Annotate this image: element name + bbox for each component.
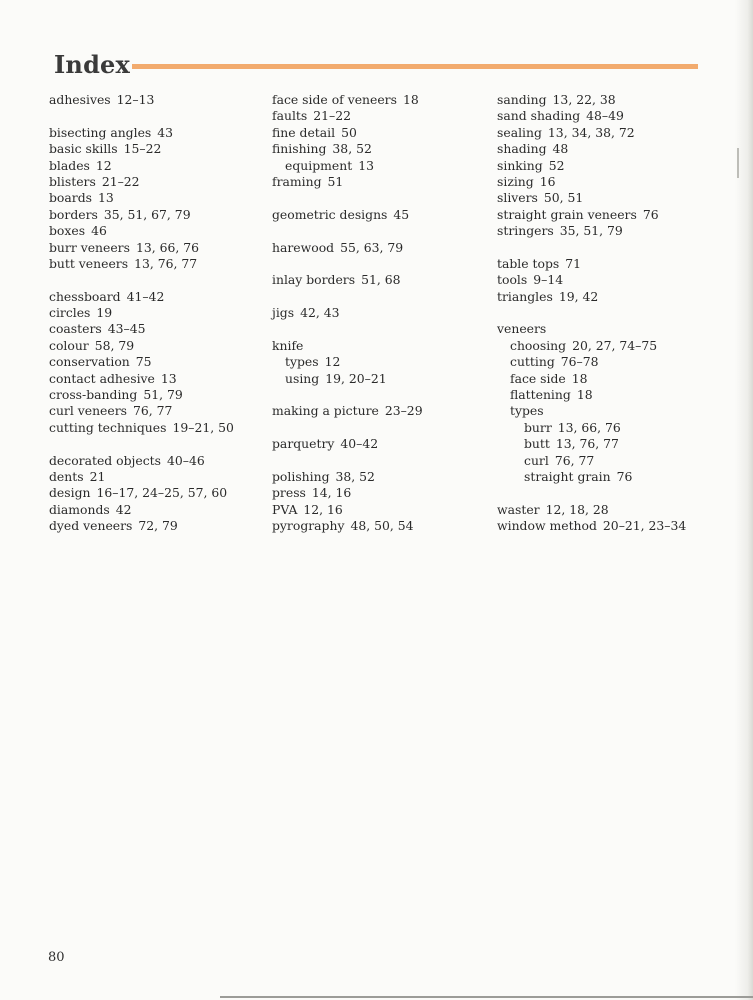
page-bottom-edge [220, 996, 753, 998]
entry-term: knife [272, 337, 304, 353]
entry-term: face side of veneers [272, 92, 397, 107]
entry-pages: 72, 79 [138, 518, 178, 534]
index-entry [497, 158, 717, 174]
index-column-1 [49, 92, 269, 535]
entry-term: sanding [497, 92, 547, 107]
entry-term: butt [524, 436, 550, 452]
group-spacer [49, 272, 269, 288]
entry-pages: 76–78 [560, 354, 599, 370]
entry-pages: 20–21, 23–34 [602, 518, 687, 534]
entry-pages: 55, 63, 79 [340, 239, 404, 255]
entry-pages: 12, 16 [303, 501, 343, 517]
entry-term: inlay borders [272, 272, 356, 288]
group-spacer [49, 108, 269, 124]
entry-term: decorated objects [49, 452, 161, 468]
entry-term: parquetry [272, 436, 335, 452]
entry-pages: 40–46 [167, 452, 205, 468]
index-entry [49, 158, 269, 174]
entry-pages: 42 [115, 501, 132, 517]
index-entry [272, 518, 492, 534]
entry-pages: 42, 43 [300, 305, 340, 321]
index-entry [49, 174, 269, 190]
entry-term: harewood [272, 239, 335, 255]
entry-pages: 18 [571, 370, 588, 386]
entry-pages: 16–17, 24–25, 57, 60 [96, 485, 228, 501]
entry-term: table tops [497, 255, 560, 271]
index-entry [497, 190, 717, 206]
index-entry [49, 371, 269, 387]
entry-term: types [510, 403, 544, 419]
entry-pages: 76, 77 [554, 452, 595, 468]
entry-pages: 19 [96, 305, 113, 321]
entry-pages: 12, 18, 28 [545, 501, 609, 517]
index-entry [272, 141, 492, 157]
group-spacer [272, 420, 492, 436]
entry-pages: 13, 76, 77 [555, 436, 619, 452]
entry-term: fine detail [272, 124, 336, 140]
entry-pages: 23–29 [384, 403, 423, 419]
index-entry [49, 321, 269, 337]
index-entry [497, 207, 717, 223]
entry-term: waster [497, 501, 540, 517]
entry-term: sand shading [497, 108, 581, 124]
index-subentry [497, 371, 717, 387]
page-number: 80 [48, 950, 65, 965]
index-entry [497, 223, 717, 239]
entry-term: straight grain veneers [497, 206, 637, 222]
entry-term: types [285, 354, 319, 370]
index-subentry [272, 158, 492, 174]
index-entry [49, 289, 269, 305]
entry-pages: 41–42 [126, 288, 165, 304]
entry-term: burr veneers [49, 239, 130, 255]
index-column-3 [497, 92, 717, 535]
group-spacer [497, 305, 717, 321]
index-entry [49, 403, 269, 419]
index-entry [49, 469, 269, 485]
entry-term: basic skills [49, 141, 118, 157]
index-subentry [497, 354, 717, 370]
entry-pages: 40–42 [340, 436, 379, 452]
group-spacer [272, 321, 492, 337]
entry-pages: 48 [552, 141, 569, 157]
entry-pages: 52 [548, 157, 565, 173]
entry-pages: 51, 79 [143, 387, 183, 403]
title-rule [132, 64, 698, 69]
entry-term: finishing [272, 141, 327, 157]
index-subentry [497, 469, 717, 485]
entry-pages: 13, 22, 38 [552, 92, 616, 107]
entry-pages: 76 [642, 206, 659, 222]
group-spacer [272, 289, 492, 305]
index-entry [49, 240, 269, 256]
index-entry [497, 272, 717, 288]
index-entry [272, 240, 492, 256]
index-subentry [497, 338, 717, 354]
entry-pages: 48–49 [586, 108, 624, 124]
entry-term: triangles [497, 288, 553, 304]
entry-pages: 21–22 [101, 173, 140, 189]
entry-pages: 35, 51, 67, 79 [103, 206, 191, 222]
entry-pages: 51, 68 [361, 272, 401, 288]
entry-term: cross-banding [49, 387, 138, 403]
index-entry [49, 338, 269, 354]
entry-term: polishing [272, 468, 330, 484]
page-edge-mark [737, 148, 739, 178]
index-entry [272, 469, 492, 485]
entry-pages: 71 [565, 255, 582, 271]
index-entry [49, 92, 269, 108]
entry-term: borders [49, 206, 98, 222]
entry-pages: 21 [89, 468, 106, 484]
entry-pages: 38, 52 [332, 141, 372, 157]
entry-pages: 13, 34, 38, 72 [547, 124, 635, 140]
entry-term: conservation [49, 354, 130, 370]
entry-pages: 12 [324, 354, 341, 370]
index-entry [49, 502, 269, 518]
entry-term: blades [49, 157, 90, 173]
entry-pages: 19–21, 50 [172, 419, 234, 435]
index-entry [272, 485, 492, 501]
entry-term: chessboard [49, 288, 121, 304]
entry-pages: 51 [327, 173, 344, 189]
index-entry [497, 108, 717, 124]
entry-pages: 12–13 [116, 92, 155, 107]
entry-pages: 9–14 [533, 272, 564, 288]
index-entry [272, 108, 492, 124]
page-edge-shadow [735, 0, 753, 1000]
entry-pages: 76, 77 [133, 403, 173, 419]
index-subentry [272, 371, 492, 387]
index-entry [272, 272, 492, 288]
index-entry [497, 174, 717, 190]
entry-pages: 43–45 [107, 321, 146, 337]
entry-term: geometric designs [272, 206, 388, 222]
entry-pages: 43 [157, 124, 174, 140]
index-entry [272, 125, 492, 141]
entry-term: curl [524, 452, 549, 468]
entry-term: coasters [49, 321, 102, 337]
index-entry [497, 289, 717, 305]
entry-pages: 19, 42 [558, 288, 599, 304]
entry-term: curl veneers [49, 403, 128, 419]
index-entry [49, 125, 269, 141]
index-subentry [497, 453, 717, 469]
index-entry [497, 321, 717, 337]
index-subentry [497, 420, 717, 436]
entry-term: jigs [272, 305, 295, 321]
index-entry [497, 502, 717, 518]
entry-pages: 20, 27, 74–75 [572, 337, 658, 353]
entry-term: burr [524, 419, 552, 435]
entry-pages: 12 [95, 157, 112, 173]
index-entry [272, 403, 492, 419]
entry-term: press [272, 485, 306, 501]
index-entry [49, 354, 269, 370]
index-entry [272, 436, 492, 452]
entry-term: equipment [285, 157, 353, 173]
entry-term: making a picture [272, 403, 379, 419]
entry-pages: 75 [135, 354, 152, 370]
entry-pages: 21–22 [313, 108, 351, 124]
entry-term: dyed veneers [49, 518, 133, 534]
entry-pages: 13, 66, 76 [135, 239, 200, 255]
index-subentry [497, 387, 717, 403]
index-entry [49, 207, 269, 223]
index-entry [497, 256, 717, 272]
entry-term: colour [49, 337, 89, 353]
index-subentry [272, 354, 492, 370]
group-spacer [49, 436, 269, 452]
index-entry [49, 141, 269, 157]
index-entry [272, 502, 492, 518]
entry-term: straight grain [524, 468, 611, 484]
entry-pages: 50, 51 [543, 190, 584, 206]
index-entry [272, 174, 492, 190]
entry-term: framing [272, 173, 322, 189]
entry-term: sizing [497, 173, 534, 189]
entry-term: window method [497, 518, 597, 534]
entry-pages: 14, 16 [311, 485, 352, 501]
group-spacer [272, 453, 492, 469]
entry-term: slivers [497, 190, 538, 206]
group-spacer [272, 223, 492, 239]
entry-pages: 13 [98, 190, 114, 206]
entry-term: pyrography [272, 518, 345, 534]
index-entry [497, 141, 717, 157]
index-entry [497, 125, 717, 141]
entry-term: tools [497, 272, 528, 288]
group-spacer [272, 387, 492, 403]
entry-pages: 45 [393, 206, 410, 222]
entry-pages: 35, 51, 79 [559, 223, 623, 239]
entry-pages: 13, 66, 76 [557, 419, 621, 435]
index-entry [49, 453, 269, 469]
entry-term: diamonds [49, 501, 110, 517]
entry-term: cutting techniques [49, 419, 167, 435]
entry-term: sealing [497, 124, 542, 140]
entry-pages: 13, 76, 77 [134, 255, 198, 271]
entry-term: dents [49, 468, 84, 484]
entry-term: choosing [510, 337, 567, 353]
entry-pages: 48, 50, 54 [350, 518, 414, 534]
index-subentry [497, 403, 717, 419]
entry-term: using [285, 370, 320, 386]
index-entry [49, 223, 269, 239]
entry-term: faults [272, 108, 308, 124]
index-entry [49, 305, 269, 321]
page-title: Index [54, 50, 131, 79]
index-entry [497, 92, 717, 108]
entry-term: PVA [272, 501, 298, 517]
entry-term: face side [510, 370, 566, 386]
entry-term: stringers [497, 223, 554, 239]
entry-term: boxes [49, 223, 86, 239]
entry-term: sinking [497, 157, 543, 173]
entry-pages: 16 [539, 173, 556, 189]
entry-term: contact adhesive [49, 370, 155, 386]
index-entry [49, 518, 269, 534]
entry-pages: 50 [341, 124, 357, 140]
index-entry [49, 256, 269, 272]
entry-term: adhesives [49, 92, 111, 107]
group-spacer [272, 256, 492, 272]
entry-term: blisters [49, 173, 96, 189]
index-entry [272, 338, 492, 354]
entry-term: butt veneers [49, 255, 129, 271]
entry-term: flattening [510, 387, 571, 403]
index-entry [49, 420, 269, 436]
index-entry [49, 485, 269, 501]
entry-term: shading [497, 141, 547, 157]
entry-pages: 19, 20–21 [325, 370, 387, 386]
entry-pages: 15–22 [123, 141, 162, 157]
entry-term: bisecting angles [49, 124, 152, 140]
entry-term: veneers [497, 321, 547, 337]
index-entry [272, 207, 492, 223]
entry-term: design [49, 485, 91, 501]
index-entry [272, 305, 492, 321]
entry-term: boards [49, 190, 92, 206]
index-entry [49, 387, 269, 403]
index-entry [272, 92, 492, 108]
entry-pages: 38, 52 [335, 468, 375, 484]
entry-pages: 58, 79 [94, 337, 135, 353]
entry-pages: 76 [616, 468, 633, 484]
index-column-2 [272, 92, 492, 535]
group-spacer [272, 190, 492, 206]
index-entry [49, 190, 269, 206]
index-entry [497, 518, 717, 534]
index-header [54, 50, 698, 82]
group-spacer [497, 485, 717, 501]
entry-term: circles [49, 305, 91, 321]
entry-term: cutting [510, 354, 555, 370]
entry-pages: 18 [576, 387, 593, 403]
entry-pages: 18 [402, 92, 419, 107]
entry-pages: 13 [358, 157, 374, 173]
index-subentry [497, 436, 717, 452]
group-spacer [497, 240, 717, 256]
entry-pages: 46 [91, 223, 107, 239]
entry-pages: 13 [160, 370, 177, 386]
